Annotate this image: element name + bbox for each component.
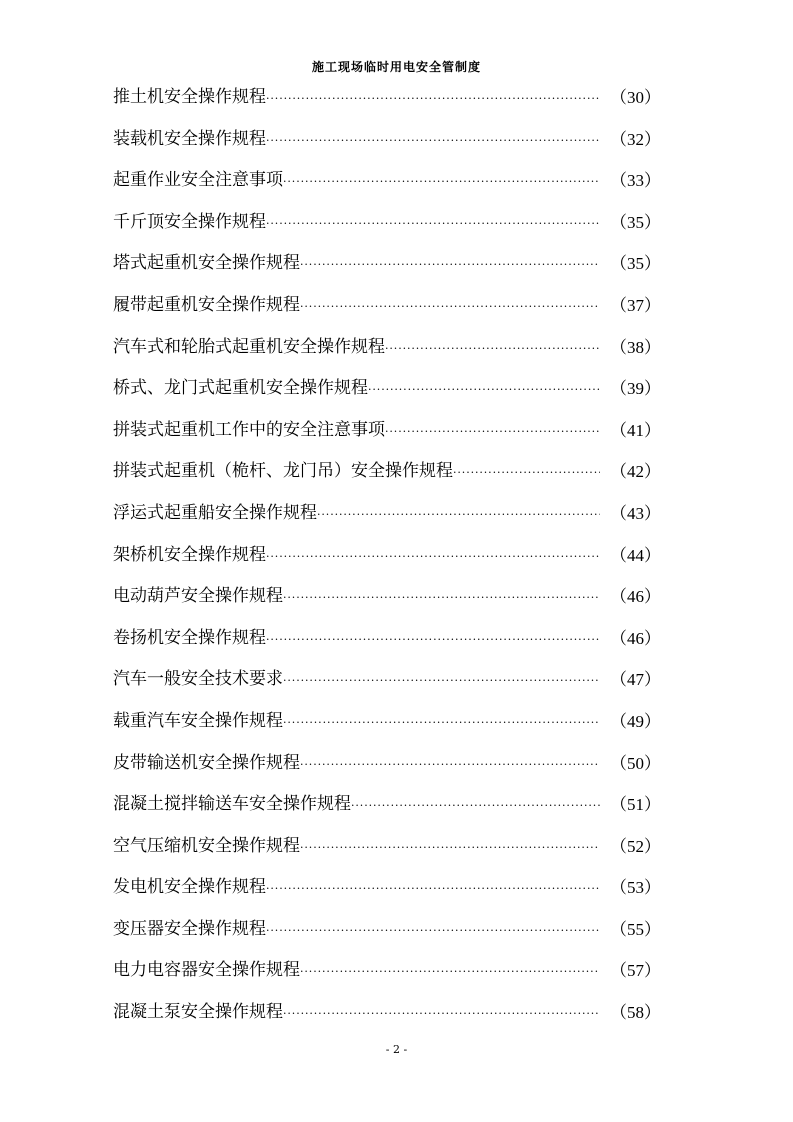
toc-entry[interactable] xyxy=(113,160,661,202)
toc-dot-leader xyxy=(266,535,600,577)
toc-entry-title: 千斤顶安全操作规程 xyxy=(113,211,266,232)
toc-entry-page-number: （46） xyxy=(610,628,661,648)
toc-entry-page-number: （41） xyxy=(610,420,661,440)
toc-entry[interactable] xyxy=(113,368,661,410)
toc-entry-title: 拼装式起重机（桅杆、龙门吊）安全操作规程 xyxy=(113,461,453,482)
toc-entry-page-number: （37） xyxy=(610,295,661,315)
toc-entry-title: 变压器安全操作规程 xyxy=(113,918,266,939)
toc-entry-title: 推土机安全操作规程 xyxy=(113,87,266,107)
toc-entry[interactable] xyxy=(113,701,661,743)
toc-entry-page-number: （49） xyxy=(610,711,661,731)
toc-entry[interactable] xyxy=(113,784,661,826)
toc-dot-leader xyxy=(300,285,600,327)
toc-entry-title: 浮运式起重船安全操作规程 xyxy=(113,502,317,523)
toc-dot-leader xyxy=(266,867,600,909)
toc-entry[interactable] xyxy=(113,451,661,493)
toc-dot-leader xyxy=(385,327,600,369)
toc-entry-page-number: （32） xyxy=(610,129,661,149)
toc-entry-page-number: （44） xyxy=(610,545,661,565)
toc-dot-leader xyxy=(266,909,600,951)
toc-entry[interactable] xyxy=(113,618,661,660)
toc-dot-leader xyxy=(300,743,600,785)
toc-dot-leader xyxy=(266,119,600,161)
toc-entry[interactable] xyxy=(113,992,661,1034)
toc-entry-title: 起重作业安全注意事项 xyxy=(113,170,283,191)
toc-entry[interactable] xyxy=(113,243,661,285)
toc-entry-title: 发电机安全操作规程 xyxy=(113,877,266,898)
toc-entry-title: 空气压缩机安全操作规程 xyxy=(113,835,300,856)
toc-entry[interactable] xyxy=(113,327,661,369)
toc-entry-page-number: （57） xyxy=(610,961,661,981)
toc-entry-title: 拼装式起重机工作中的安全注意事项 xyxy=(113,419,385,440)
toc-entry-page-number: （46） xyxy=(610,587,661,607)
toc-entry[interactable] xyxy=(113,202,661,244)
toc-entry-page-number: （33） xyxy=(610,171,661,191)
toc-entry-page-number: （35） xyxy=(610,254,661,274)
toc-dot-leader xyxy=(283,160,600,202)
toc-entry-page-number: （58） xyxy=(610,1003,661,1023)
toc-entry-title: 装载机安全操作规程 xyxy=(113,128,266,149)
toc-entry[interactable] xyxy=(113,743,661,785)
toc-entry-title: 皮带输送机安全操作规程 xyxy=(113,752,300,773)
toc-entry-title: 塔式起重机安全操作规程 xyxy=(113,253,300,274)
toc-dot-leader xyxy=(266,618,600,660)
toc-entry[interactable] xyxy=(113,909,661,951)
toc-dot-leader xyxy=(283,659,600,701)
toc-entry[interactable] xyxy=(113,826,661,868)
toc-entry-page-number: （38） xyxy=(610,337,661,357)
toc-entry-page-number: （51） xyxy=(610,795,661,815)
toc-entry-title: 卷扬机安全操作规程 xyxy=(113,627,266,648)
toc-entry-page-number: （55） xyxy=(610,919,661,939)
toc-entry-title: 履带起重机安全操作规程 xyxy=(113,294,300,315)
toc-entry-title: 汽车一般安全技术要求 xyxy=(113,669,283,690)
toc-entry[interactable] xyxy=(113,659,661,701)
toc-entry[interactable] xyxy=(113,410,661,452)
toc-entry-page-number: （39） xyxy=(610,379,661,399)
toc-entry-title: 混凝土泵安全操作规程 xyxy=(113,1002,283,1023)
page-number: - 2 - xyxy=(385,1043,408,1056)
toc-entry-title: 汽车式和轮胎式起重机安全操作规程 xyxy=(113,336,385,357)
toc-dot-leader xyxy=(453,451,600,493)
toc-dot-leader xyxy=(283,701,600,743)
toc-entry-title: 载重汽车安全操作规程 xyxy=(113,710,283,731)
toc-dot-leader xyxy=(300,950,600,992)
toc-dot-leader xyxy=(368,368,600,410)
toc-entry-title: 电力电容器安全操作规程 xyxy=(113,960,300,981)
toc-entry-page-number: （42） xyxy=(610,462,661,482)
toc-entry[interactable] xyxy=(113,285,661,327)
toc-entry-page-number: （47） xyxy=(610,670,661,690)
table-of-contents xyxy=(113,77,661,1034)
toc-entry-title: 架桥机安全操作规程 xyxy=(113,544,266,565)
toc-entry[interactable] xyxy=(113,576,661,618)
toc-entry-page-number: （30） xyxy=(610,88,661,107)
toc-entry[interactable] xyxy=(113,950,661,992)
toc-dot-leader xyxy=(266,77,600,119)
toc-entry[interactable] xyxy=(113,77,661,119)
page-header-title: 施工现场临时用电安全管制度 xyxy=(311,60,481,74)
toc-dot-leader xyxy=(300,826,600,868)
toc-entry-page-number: （43） xyxy=(610,503,661,523)
toc-dot-leader xyxy=(283,576,600,618)
toc-entry-page-number: （52） xyxy=(610,836,661,856)
toc-entry[interactable] xyxy=(113,535,661,577)
toc-entry-page-number: （50） xyxy=(610,753,661,773)
toc-entry[interactable] xyxy=(113,493,661,535)
toc-dot-leader xyxy=(351,784,600,826)
toc-entry-title: 桥式、龙门式起重机安全操作规程 xyxy=(113,378,368,399)
toc-dot-leader xyxy=(385,410,600,452)
toc-entry-title: 电动葫芦安全操作规程 xyxy=(113,586,283,607)
toc-dot-leader xyxy=(266,202,600,244)
toc-dot-leader xyxy=(283,992,600,1034)
toc-entry-page-number: （35） xyxy=(610,212,661,232)
toc-entry-title: 混凝土搅拌输送车安全操作规程 xyxy=(113,794,351,815)
toc-entry[interactable] xyxy=(113,867,661,909)
toc-dot-leader xyxy=(317,493,600,535)
toc-entry-page-number: （53） xyxy=(610,878,661,898)
toc-dot-leader xyxy=(300,243,600,285)
toc-entry[interactable] xyxy=(113,119,661,161)
